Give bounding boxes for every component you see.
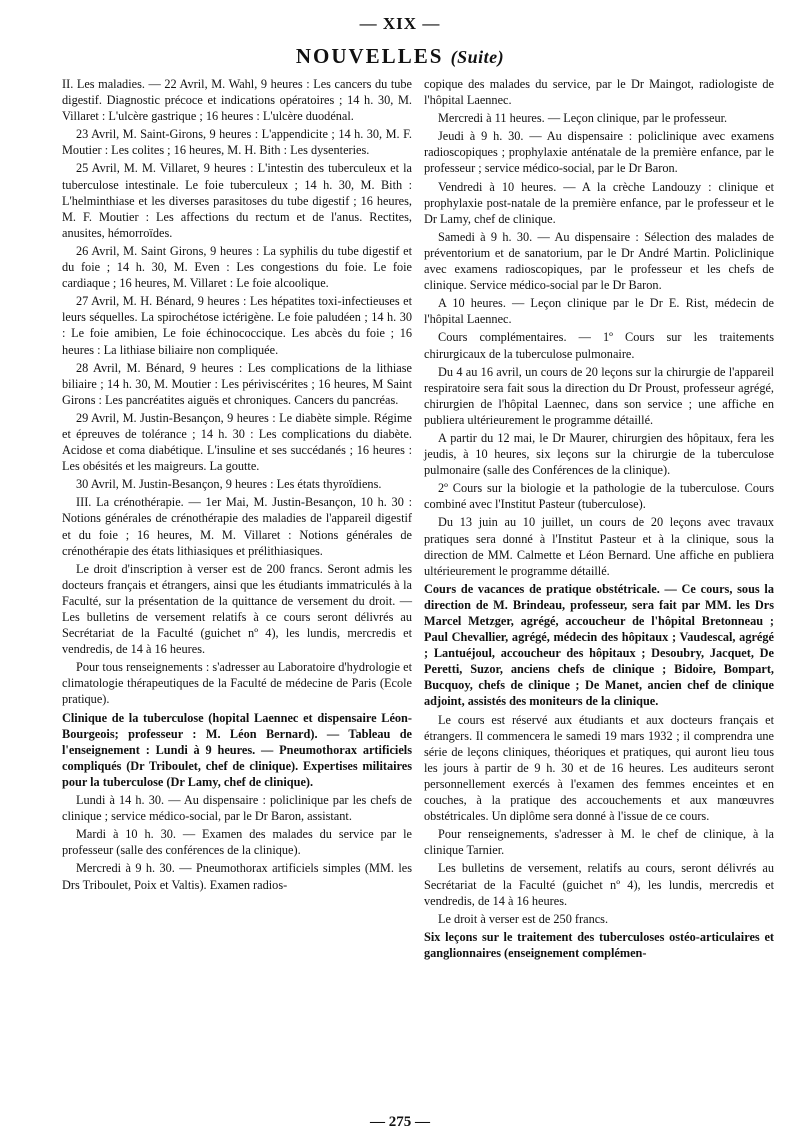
paragraph: 28 Avril, M. Bénard, 9 heures : Les complications de la lithiase biliaire ; 14 h. 30, M. Moutier : Les périviscérites ; 16 heures, M Saint Girons : Les pancréatites aiguës et chroniques. Cancers du pancréas. [62, 360, 412, 407]
paragraph: 23 Avril, M. Saint-Girons, 9 heures : L'appendicite ; 14 h. 30, M. F. Moutier : Les colites ; 16 heures, M. H. Bith : Les dysenteries. [62, 127, 412, 158]
paragraph: A partir du 12 mai, le Dr Maurer, chirurgien des hôpitaux, fera les jeudis, à 10 heures, six leçons sur la chirurgie de la tuberculose pulmonaire (salle des Conférences de la clinique). [424, 430, 774, 478]
paragraph: Pour renseignements, s'adresser à M. le chef de clinique, à la clinique Tarnier. [424, 827, 774, 858]
paragraph: Jeudi à 9 h. 30. — Au dispensaire : policlinique avec examens radioscopiques ; prophylaxie anténatale de la première enfance, par le professeur ; service médico-social, par le Dr Baron. [424, 129, 774, 176]
paragraph: Vendredi à 10 heures. — A la crèche Landouzy : clinique et prophylaxie post-natale de la première enfance, par le professeur et le Dr Lamy, chef de clinique. [424, 179, 774, 226]
roman-page-number: — XIX — [359, 14, 441, 33]
section-paragraph: Clinique de la tuberculose (hopital Laennec et dispensaire Léon-Bourgeois; professeur : M. Léon Bernard). — Tableau de l'enseignement : Lundi à 9 heures. — Pneumothorax artificiels compliqués (Dr Triboulet, chef de clinique). Expertises militaires pour la tuberculose (Dr Lamy, chef de clinique). [62, 710, 412, 789]
paragraph: Le cours est réservé aux étudiants et aux docteurs français et étrangers. Il commencera le samedi 19 mars 1932 ; il comprendra une série de leçons cliniques, théoriques et pratiques, qui auront lieu tous les jours à partir de 9 h. 30 et de 16 heures. Les auditeurs seront personnellement exercés à l'examen des femmes enceintes et en couches, à la pratique des accouchements et aux manœuvres obstétricales. Un diplôme sera donné à l'issue de ce cours. [424, 712, 774, 824]
paragraph: II. Les maladies. — 22 Avril, M. Wahl, 9 heures : Les cancers du tube digestif. Diagnostic précoce et indications opératoires ; 14 h. 30, M. Villaret : L'ulcère gastrique ; 16 heures : L'ulcère duodénal. [62, 77, 412, 124]
paragraph: 2º Cours sur la biologie et la pathologie de la tuberculose. Cours combiné avec l'Institut Pasteur (tuberculose). [424, 481, 774, 512]
paragraph: Mardi à 10 h. 30. — Examen des malades du service par le professeur (salle des conférences de la clinique). [62, 827, 412, 858]
paragraph: Le droit à verser est de 250 francs. [438, 911, 609, 926]
paragraph: Mercredi à 9 h. 30. — Pneumothorax artificiels simples (MM. les Drs Triboulet, Poix et Valtis). Examen radios- [62, 861, 412, 892]
title-suffix: (Suite) [450, 47, 505, 67]
paragraph: 25 Avril, M. M. Villaret, 9 heures : L'intestin des tuberculeux et la tuberculose intestinale. Le foie tuberculeux ; 14 h. 30, M. Bith : L'helminthiase et les diverses parasitoses du tube digestif ; 16 heures, M. F. Moutier : Les affections du rectum et de l'anus. Rectites, anusites, hémorroïdes. [62, 161, 412, 240]
paragraph: Mercredi à 11 heures. — Leçon clinique, par le professeur. [438, 111, 728, 126]
page-title [0, 44, 800, 69]
paragraph: 26 Avril, M. Saint Girons, 9 heures : La syphilis du tube digestif et du foie ; 14 h. 30, M. Even : Les congestions du foie. Le foie cardiaque ; 16 heures, M. Villaret : Le foie alcoolique. [62, 243, 412, 291]
paragraph: III. La crénothérapie. — 1er Mai, M. Justin-Besançon, 10 h. 30 : Notions générales de crénothérapie des maladies de l'appareil digestif et du foie ; 16 heures, M. M. Villaret : Notions générales de crénothérapie des états lithiasiques et prélithiasiques. [62, 495, 412, 558]
paragraph: Lundi à 14 h. 30. — Au dispensaire : policlinique par les chefs de clinique ; service médico-social, par le Dr Baron, assistant. [62, 793, 412, 824]
section-paragraph: Six leçons sur le traitement des tuberculoses ostéo-articulaires et ganglionnaires (enseignement complémen- [424, 929, 774, 960]
paragraph: Les bulletins de versement, relatifs au cours, seront délivrés au Secrétariat de la Faculté (guichet nº 4), les lundis, mercredis et vendredis, de 14 à 16 heures. [424, 861, 774, 908]
paragraph: Le droit d'inscription à verser est de 200 francs. Seront admis les docteurs français et étrangers, ainsi que les étudiants immatriculés à la Faculté, sur la présentation de la quittance de versement du droit. — Les bulletins de versement relatifs à ce cours seront délivrés au Secrétariat de la Faculté (guichet nº 4), les lundis, mercredis et vendredis, de 14 à 16 heures. [62, 561, 412, 657]
paragraph: copique des malades du service, par le Dr Maingot, radiologiste de l'hôpital Laennec. [424, 77, 774, 108]
paragraph: Cours complémentaires. — 1º Cours sur les traitements chirurgicaux de la tuberculose pulmonaire. [424, 330, 774, 361]
paragraph: Du 4 au 16 avril, un cours de 20 leçons sur la chirurgie de l'appareil respiratoire sera fait sous la direction du Dr Proust, professeur agrégé, chirurgien de l'hôpital Laennec, dans son service ; une affiche en publiera ultérieurement le programme détaillé. [424, 364, 774, 427]
paragraph: Pour tous renseignements : s'adresser au Laboratoire d'hydrologie et climatologie thérapeutiques de la Faculté de médecine de Paris (Ecole pratique). [62, 660, 412, 707]
paragraph: 29 Avril, M. Justin-Besançon, 9 heures : Le diabète simple. Régime et épreuves de tolérance ; 14 h. 30 : Les complications du diabète. Acidose et coma diabétique. L'insuline et ses succédanés ; 16 heures : Les obésités et les maigreurs. La goutte. [62, 410, 412, 474]
title-text: NOUVELLES [295, 44, 444, 68]
paragraph: Du 13 juin au 10 juillet, un cours de 20 leçons avec travaux pratiques sera donné à l'Institut Pasteur et à la clinique, sous la direction de MM. Calmette et Léon Bernard. Une affiche en publiera ultérieurement le programme détaillé. [424, 515, 774, 578]
paragraph: 27 Avril, M. H. Bénard, 9 heures : Les hépatites toxi-infectieuses et leurs séquelles. La spirochétose ictérigène. Le foie paludéen ; 14 h. 30 : Le foie amibien, Le foie échinococcique. Les abcès du foie ; 16 heures : La lithiase biliaire non compliquée. [62, 294, 412, 357]
paragraph: 30 Avril, M. Justin-Besançon, 9 heures : Les états thyroïdiens. [76, 477, 382, 492]
section-paragraph: Cours de vacances de pratique obstétricale. — Ce cours, sous la direction de M. Brindeau, professeur, sera fait par MM. les Drs Marcel Metzger, agrégé, accoucheur de l'hôpital Bretonneau ; Paul Chevallier, agrégé, médecin des hôpitaux ; Vaudescal, agrégé ; Lantuéjoul, accoucheur des hôpitaux ; Desoubry, Jacquet, De Peretti, Suzor, anciens chefs de clinique ; Bidoire, Bompart, Bucquoy, chefs de clinique ; De Manet, ancien chef de clinique adjoint, assistés des moniteurs de la clinique. [424, 581, 774, 709]
left-column [62, 76, 412, 895]
page-number: — 275 — [370, 1114, 430, 1130]
right-column [424, 76, 774, 963]
paragraph: A 10 heures. — Leçon clinique par le Dr E. Rist, médecin de l'hôpital Laennec. [424, 296, 774, 327]
paragraph: Samedi à 9 h. 30. — Au dispensaire : Sélection des malades de préventorium et de sanatorium, par le Dr André Martin. Policlinique avec examens radioscopiques, par le professeur et les chefs de clinique. Service médico-social par le Dr Baron. [424, 229, 774, 293]
